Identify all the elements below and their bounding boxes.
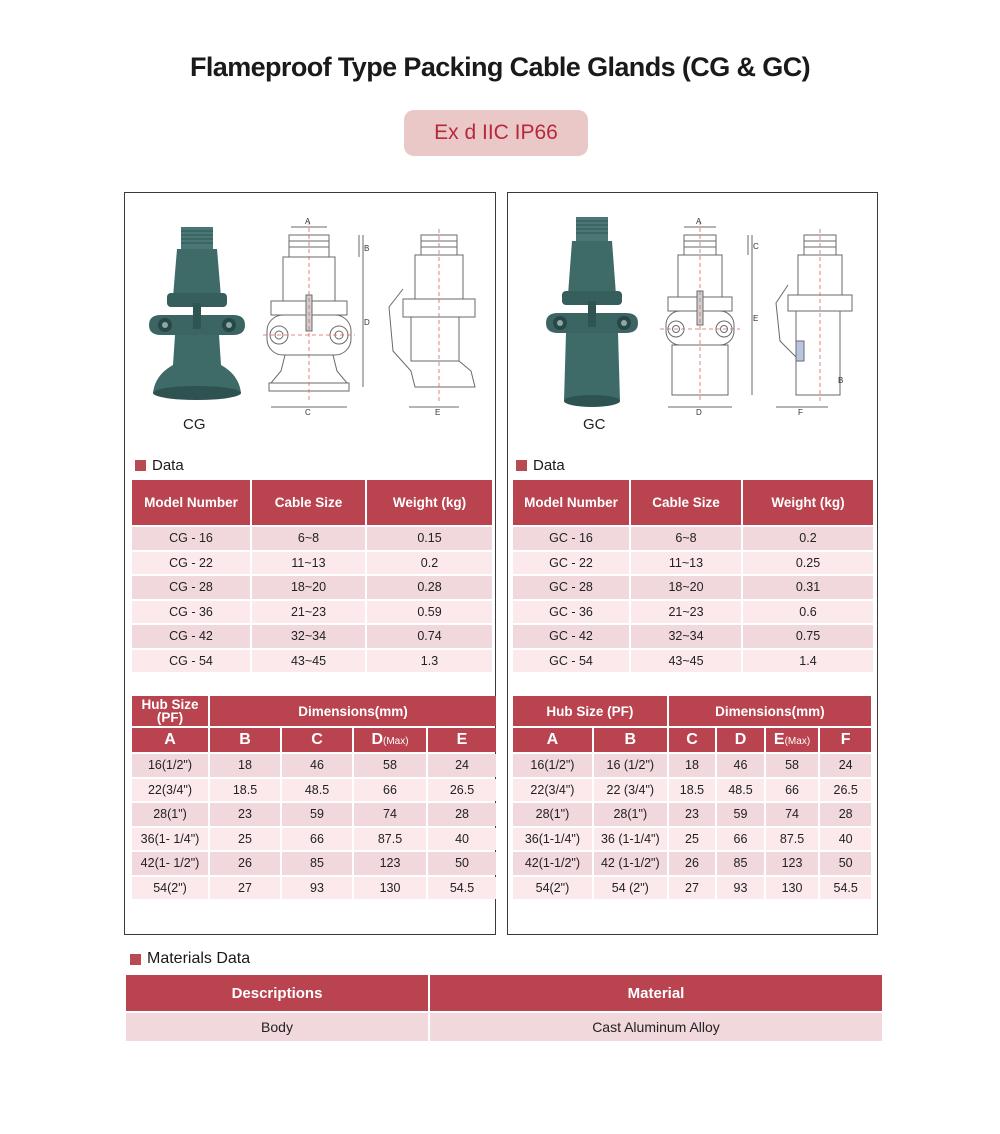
gc-dim-label-a: A (696, 217, 702, 226)
table-row (132, 828, 496, 851)
gc-dim-subheader-row (513, 728, 871, 752)
gc-data-table (511, 478, 875, 674)
gc-dim-cell: 74 (766, 803, 819, 826)
gc-data-cell: 6~8 (631, 527, 741, 550)
cg-data-cell: 11~13 (252, 552, 365, 575)
table-row (513, 625, 873, 648)
table-row (132, 625, 492, 648)
gc-dim-cell: 123 (766, 852, 819, 875)
gc-data-header-row (513, 480, 873, 525)
gc-dim-cell: 54(2") (513, 877, 592, 900)
table-row (132, 803, 496, 826)
gc-data-heading-text: Data (533, 457, 565, 474)
section-marker (516, 460, 527, 471)
gc-dim-col-header (766, 728, 819, 752)
table-row (513, 552, 873, 575)
cg-dim-col-letter: A (164, 731, 176, 748)
gc-dim-cell: 40 (820, 828, 871, 851)
cg-product-label: CG (183, 416, 206, 433)
gc-data-body (513, 527, 873, 672)
gc-dim-body (513, 754, 871, 899)
gc-dim-cell: 36(1-1/4") (513, 828, 592, 851)
cg-dim-cell: 46 (282, 754, 352, 777)
gc-data-cell: GC - 16 (513, 527, 629, 550)
cg-data-cell: CG - 36 (132, 601, 250, 624)
table-row (513, 852, 871, 875)
cg-dim-cell: 26.5 (428, 779, 496, 802)
materials-header-row (126, 975, 882, 1011)
gc-data-header-cell: Model Number (513, 480, 629, 525)
gc-dim-cell: 85 (717, 852, 764, 875)
section-marker (135, 460, 146, 471)
gc-dim-cell: 22(3/4") (513, 779, 592, 802)
gc-data-cell: 11~13 (631, 552, 741, 575)
cg-technical-drawing (263, 211, 493, 419)
table-row (513, 779, 871, 802)
gc-dim-col-header (820, 728, 871, 752)
table-row (132, 754, 496, 777)
cg-dim-cell: 22(3/4") (132, 779, 208, 802)
cg-product-photo (147, 225, 247, 403)
gc-panel (507, 192, 878, 935)
table-row (132, 552, 492, 575)
cg-dim-col-letter: C (311, 731, 323, 748)
cg-dim-cell: 28(1") (132, 803, 208, 826)
gc-dim-cell: 48.5 (717, 779, 764, 802)
gc-dim-col-letter: A (546, 731, 559, 748)
gc-dim-col-note: (Max) (784, 736, 811, 747)
cg-dim-cell: 36(1- 1/4") (132, 828, 208, 851)
materials-header-cell: Descriptions (126, 975, 428, 1011)
gc-dim-cell: 28 (820, 803, 871, 826)
cg-dim-col-note: (Max) (383, 736, 409, 747)
cg-dim-label-b: B (364, 244, 370, 253)
cg-data-cell: 21~23 (252, 601, 365, 624)
cg-dim-cell: 42(1- 1/2") (132, 852, 208, 875)
table-row (132, 877, 496, 900)
gc-data-cell: 32~34 (631, 625, 741, 648)
gc-technical-drawing (658, 211, 878, 419)
cg-data-header-row (132, 480, 492, 525)
gc-dimensions-header: Dimensions(mm) (669, 696, 871, 726)
gc-dim-col-letter: E (773, 731, 785, 748)
table-row (513, 576, 873, 599)
cg-data-cell: CG - 54 (132, 650, 250, 673)
gc-hub-size-header: Hub Size (PF) (513, 696, 667, 726)
gc-dim-cell: 36 (1-1/4") (594, 828, 667, 851)
cg-dim-col-header (132, 728, 208, 752)
rating-badge: Ex d IIC IP66 (404, 110, 588, 156)
cg-data-cell: 0.28 (367, 576, 492, 599)
cg-dim-cell: 18.5 (210, 779, 280, 802)
cg-data-heading (135, 457, 184, 474)
gc-dim-col-header (513, 728, 592, 752)
cg-data-cell: 0.15 (367, 527, 492, 550)
gc-dim-cell: 25 (669, 828, 716, 851)
gc-dim-cell: 18.5 (669, 779, 716, 802)
gc-dim-cell: 24 (820, 754, 871, 777)
gc-dim-col-letter: B (624, 731, 637, 748)
cg-data-header-cell: Cable Size (252, 480, 365, 525)
cg-data-header-cell: Weight (kg) (367, 480, 492, 525)
gc-dimensions-table (511, 694, 873, 901)
gc-dim-label-d: D (696, 408, 702, 417)
materials-table (124, 973, 884, 1043)
gc-dim-cell: 22 (3/4") (594, 779, 667, 802)
cg-data-cell: 1.3 (367, 650, 492, 673)
cg-data-cell: CG - 22 (132, 552, 250, 575)
cg-data-cell: 0.2 (367, 552, 492, 575)
gc-dim-label-e: E (753, 314, 759, 323)
gc-data-cell: 0.31 (743, 576, 873, 599)
table-row (126, 1013, 882, 1041)
gc-data-cell: 43~45 (631, 650, 741, 673)
table-row (132, 650, 492, 673)
gc-dim-cell: 66 (766, 779, 819, 802)
cg-dim-cell: 66 (354, 779, 426, 802)
gc-data-header-cell: Weight (kg) (743, 480, 873, 525)
gc-dim-cell: 18 (669, 754, 716, 777)
gc-dim-cell: 28(1") (594, 803, 667, 826)
cg-dim-cell: 123 (354, 852, 426, 875)
gc-dim-cell: 66 (717, 828, 764, 851)
gc-dim-cell: 130 (766, 877, 819, 900)
gc-dim-col-header (594, 728, 667, 752)
gc-data-cell: 0.2 (743, 527, 873, 550)
gc-dim-col-letter: C (686, 731, 698, 748)
cg-dim-cell: 74 (354, 803, 426, 826)
cg-data-table (130, 478, 494, 674)
gc-data-cell: GC - 36 (513, 601, 629, 624)
gc-dim-col-letter: D (734, 731, 747, 748)
cg-dim-body (132, 754, 496, 899)
table-row (513, 803, 871, 826)
cg-data-cell: 18~20 (252, 576, 365, 599)
gc-dim-cell: 23 (669, 803, 716, 826)
gc-dim-cell: 58 (766, 754, 819, 777)
materials-heading-text: Materials Data (147, 950, 251, 967)
gc-data-cell: GC - 28 (513, 576, 629, 599)
gc-dim-cell: 16 (1/2") (594, 754, 667, 777)
gc-dim-col-letter: F (840, 731, 851, 748)
cg-data-cell: CG - 28 (132, 576, 250, 599)
cg-panel (124, 192, 496, 935)
gc-data-header-cell: Cable Size (631, 480, 741, 525)
cg-dim-cell: 130 (354, 877, 426, 900)
gc-data-cell: GC - 22 (513, 552, 629, 575)
cg-dim-col-header (354, 728, 426, 752)
gc-dim-cell: 46 (717, 754, 764, 777)
gc-data-cell: 0.75 (743, 625, 873, 648)
gc-dim-cell: 27 (669, 877, 716, 900)
gc-dim-cell: 16(1/2") (513, 754, 592, 777)
cg-data-cell: 0.74 (367, 625, 492, 648)
cg-data-header-cell: Model Number (132, 480, 250, 525)
cg-dim-cell: 40 (428, 828, 496, 851)
cg-dim-cell: 27 (210, 877, 280, 900)
cg-dim-cell: 58 (354, 754, 426, 777)
cg-dim-col-letter: E (456, 731, 468, 748)
gc-product-photo (544, 215, 640, 411)
cg-data-cell: CG - 16 (132, 527, 250, 550)
table-row (513, 650, 873, 673)
cg-dimensions-header: Dimensions(mm) (210, 696, 496, 726)
table-row (513, 527, 873, 550)
table-row (513, 601, 873, 624)
gc-dim-cell: 26.5 (820, 779, 871, 802)
gc-dim-label-f: F (798, 408, 803, 417)
cg-dim-label-d: D (364, 318, 370, 327)
cg-data-cell: 6~8 (252, 527, 365, 550)
cg-dimensions-table (130, 694, 498, 901)
gc-dim-cell: 87.5 (766, 828, 819, 851)
materials-header-cell: Material (430, 975, 882, 1011)
cg-dim-cell: 54(2") (132, 877, 208, 900)
cg-dim-label-a: A (305, 217, 311, 226)
gc-data-cell: 0.6 (743, 601, 873, 624)
gc-data-cell: 18~20 (631, 576, 741, 599)
cg-hub-size-header: Hub Size (PF) (132, 696, 208, 726)
materials-cell: Cast Aluminum Alloy (430, 1013, 882, 1041)
cg-dim-cell: 24 (428, 754, 496, 777)
cg-data-body (132, 527, 492, 672)
cg-dim-col-header (428, 728, 496, 752)
cg-dim-cell: 66 (282, 828, 352, 851)
gc-product-label: GC (583, 416, 606, 433)
materials-heading (130, 950, 250, 968)
cg-data-heading-text: Data (152, 457, 184, 474)
gc-dim-label-c: C (753, 242, 759, 251)
cg-dim-cell: 93 (282, 877, 352, 900)
cg-data-cell: 32~34 (252, 625, 365, 648)
cg-dim-cell: 50 (428, 852, 496, 875)
cg-dim-cell: 16(1/2") (132, 754, 208, 777)
cg-dim-cell: 28 (428, 803, 496, 826)
cg-data-cell: 43~45 (252, 650, 365, 673)
gc-data-heading (516, 457, 565, 474)
cg-dim-cell: 87.5 (354, 828, 426, 851)
gc-dim-cell: 50 (820, 852, 871, 875)
cg-dim-label-e: E (435, 408, 441, 417)
gc-dim-cell: 54.5 (820, 877, 871, 900)
cg-data-cell: 0.59 (367, 601, 492, 624)
cg-dim-cell: 23 (210, 803, 280, 826)
cg-data-cell: CG - 42 (132, 625, 250, 648)
cg-dim-cell: 54.5 (428, 877, 496, 900)
cg-dim-col-letter: B (239, 731, 251, 748)
cg-dim-cell: 26 (210, 852, 280, 875)
gc-data-cell: 1.4 (743, 650, 873, 673)
table-row (513, 754, 871, 777)
gc-dim-cell: 42 (1-1/2") (594, 852, 667, 875)
gc-dim-cell: 42(1-1/2") (513, 852, 592, 875)
gc-dim-cell: 93 (717, 877, 764, 900)
table-row (132, 576, 492, 599)
cg-dim-col-letter: D (371, 731, 383, 748)
gc-dim-col-header (717, 728, 764, 752)
table-row (132, 852, 496, 875)
gc-data-cell: GC - 42 (513, 625, 629, 648)
gc-dim-cell: 59 (717, 803, 764, 826)
table-row (132, 601, 492, 624)
cg-dim-cell: 18 (210, 754, 280, 777)
materials-cell: Body (126, 1013, 428, 1041)
gc-dim-cell: 26 (669, 852, 716, 875)
materials-body (126, 1013, 882, 1041)
table-row (513, 877, 871, 900)
gc-data-cell: GC - 54 (513, 650, 629, 673)
table-row (132, 527, 492, 550)
gc-dim-col-header (669, 728, 716, 752)
gc-dim-label-b: B (838, 376, 844, 385)
section-marker (130, 954, 141, 965)
page-title: Flameproof Type Packing Cable Glands (CG & GC) (189, 52, 810, 82)
gc-data-cell: 0.25 (743, 552, 873, 575)
cg-dim-cell: 59 (282, 803, 352, 826)
cg-dim-label-c: C (305, 408, 311, 417)
cg-dim-cell: 48.5 (282, 779, 352, 802)
cg-dim-cell: 25 (210, 828, 280, 851)
gc-data-cell: 21~23 (631, 601, 741, 624)
table-row (513, 828, 871, 851)
cg-dim-col-header (210, 728, 280, 752)
gc-dim-cell: 54 (2") (594, 877, 667, 900)
cg-dim-cell: 85 (282, 852, 352, 875)
table-row (132, 779, 496, 802)
gc-dim-cell: 28(1") (513, 803, 592, 826)
cg-dim-subheader-row (132, 728, 496, 752)
cg-dim-col-header (282, 728, 352, 752)
